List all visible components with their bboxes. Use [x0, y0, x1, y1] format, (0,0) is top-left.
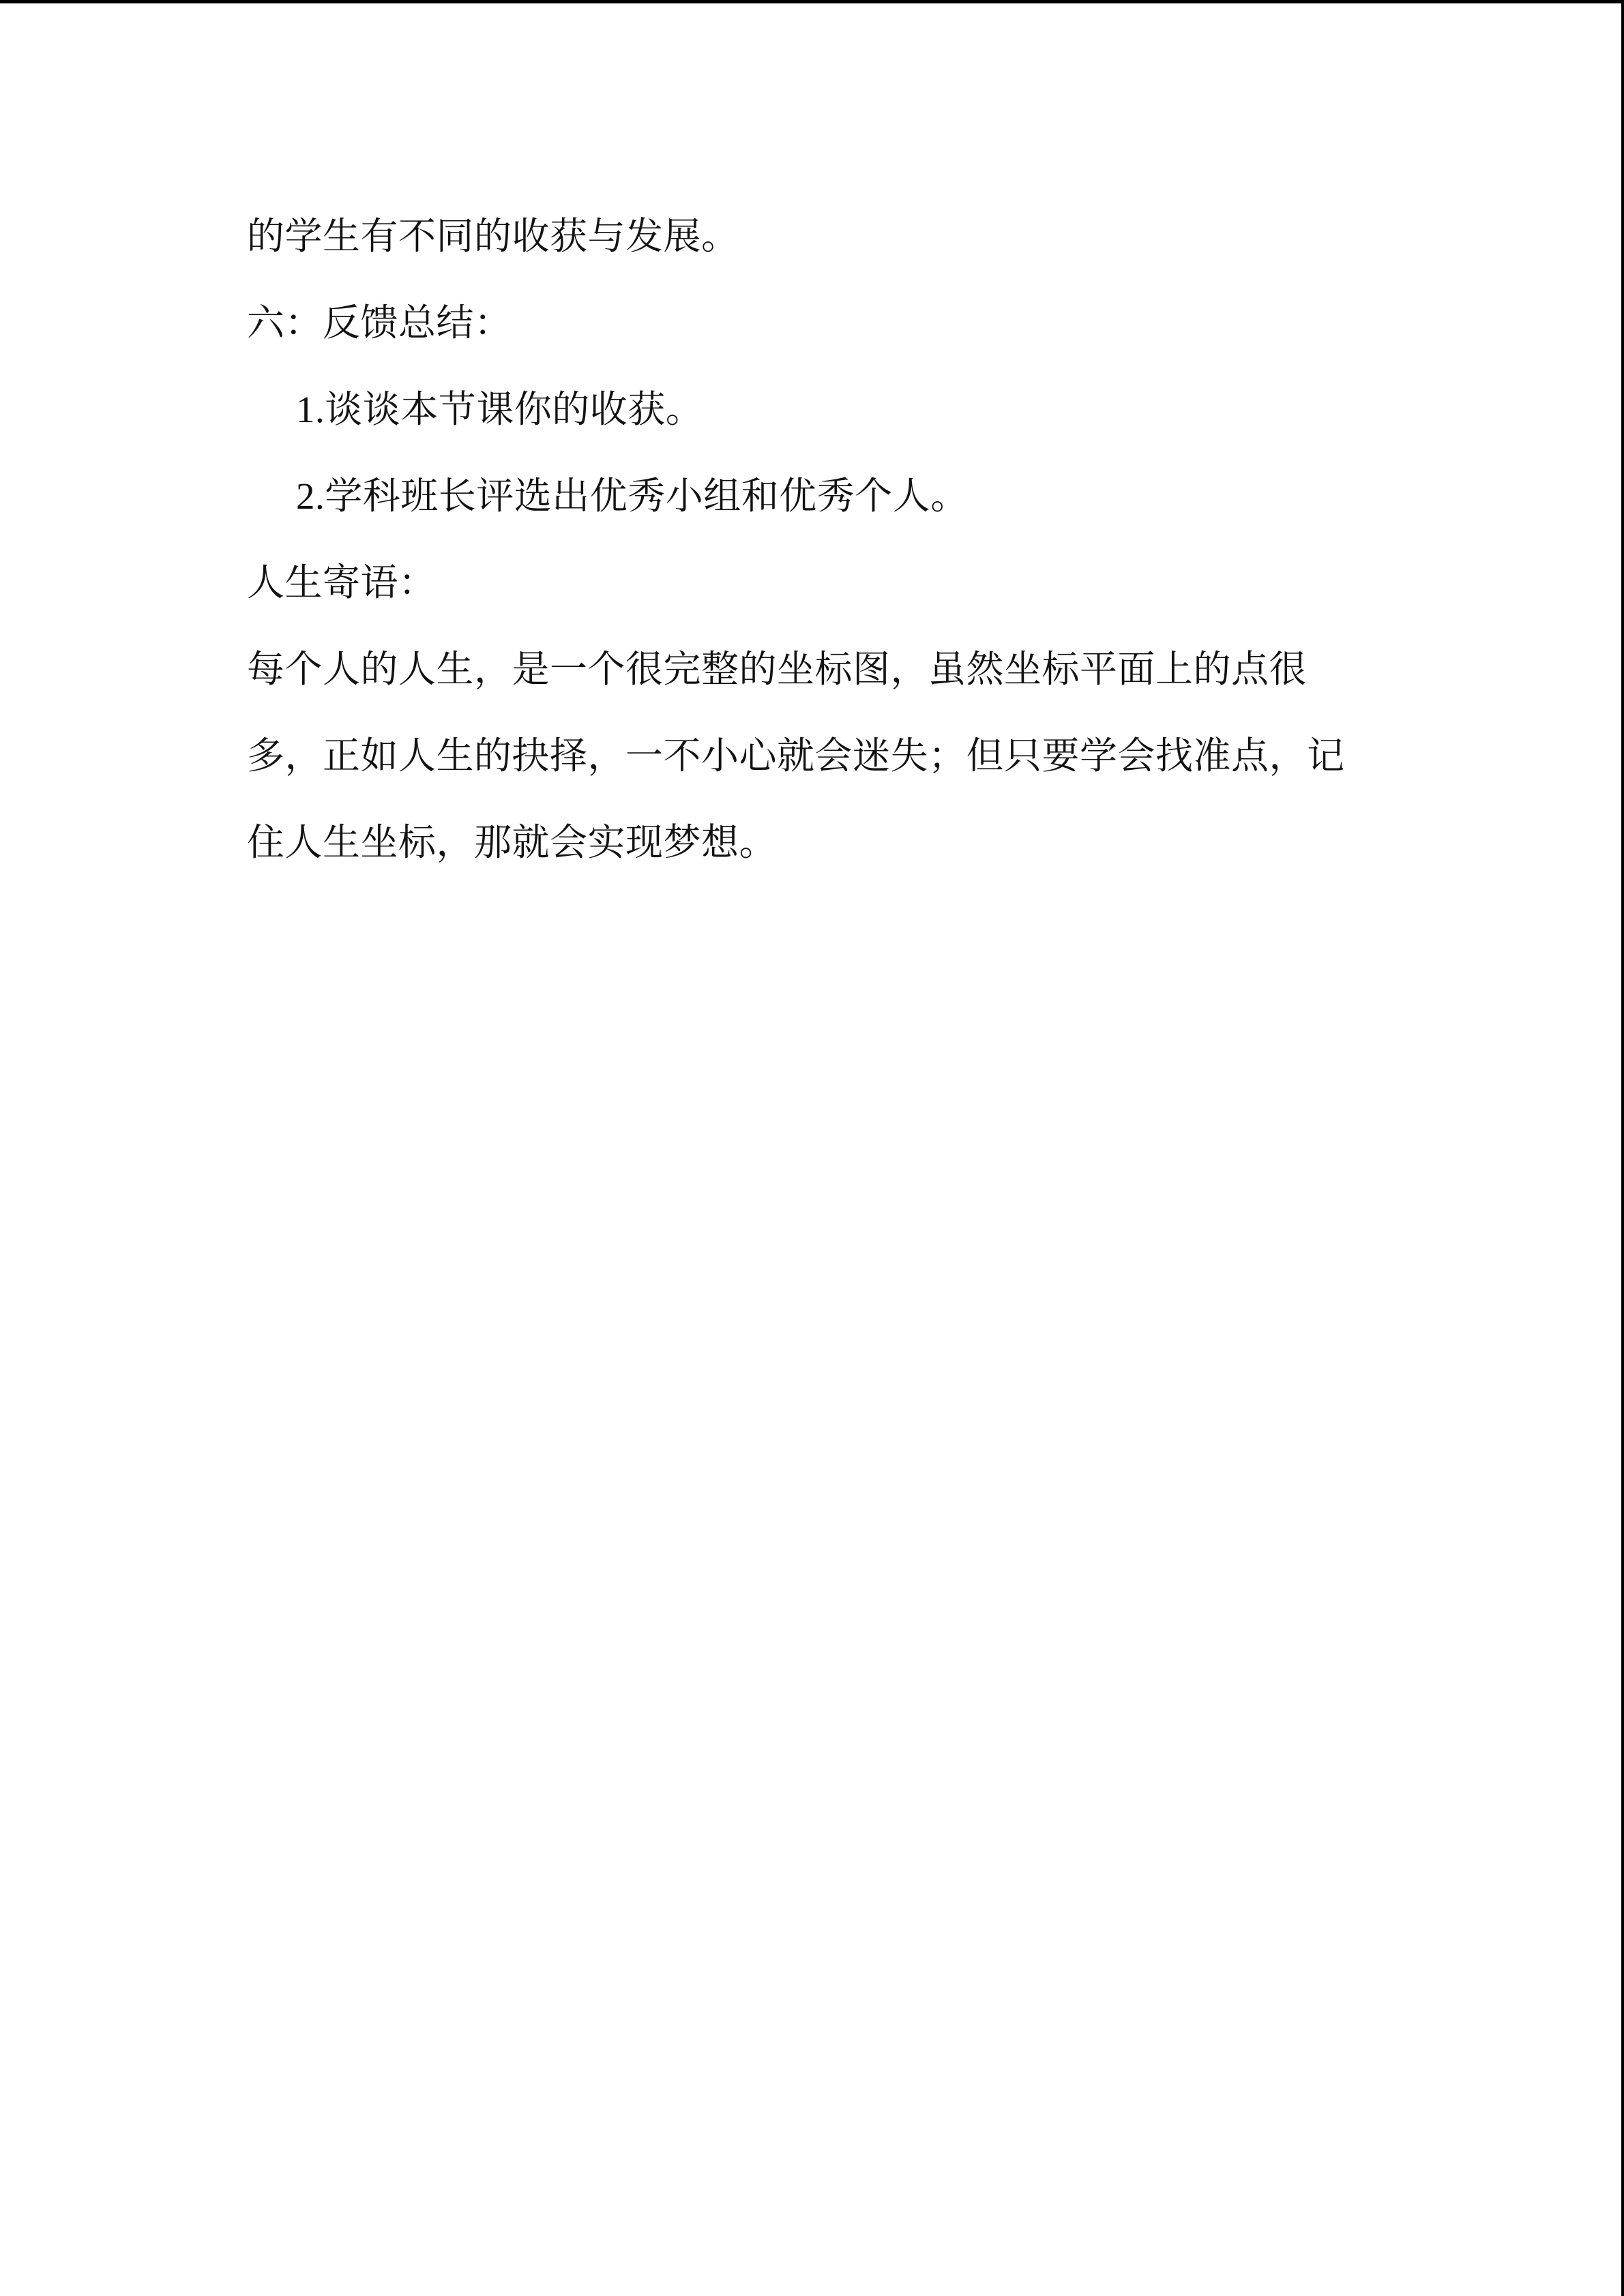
text-line: 人生寄语： [247, 562, 437, 603]
page-right-border [1621, 0, 1624, 2296]
text-line: 的学生有不同的收获与发展。 [247, 215, 739, 257]
page-top-border [0, 0, 1624, 3]
text-line: 住人生坐标，那就会实现梦想。 [247, 822, 778, 863]
text-line: 2.学科班长评选出优秀小组和优秀个人。 [296, 475, 969, 517]
text-line: 多，正如人生的抉择，一不小心就会迷失；但只要学会找准点，记 [247, 735, 1345, 777]
document-body [247, 193, 1393, 886]
text-line: 每个人的人生，是一个很完整的坐标图，虽然坐标平面上的点很 [247, 648, 1308, 690]
text-line: 1.谈谈本节课你的收获。 [296, 389, 704, 430]
text-line: 六：反馈总结： [247, 302, 512, 344]
